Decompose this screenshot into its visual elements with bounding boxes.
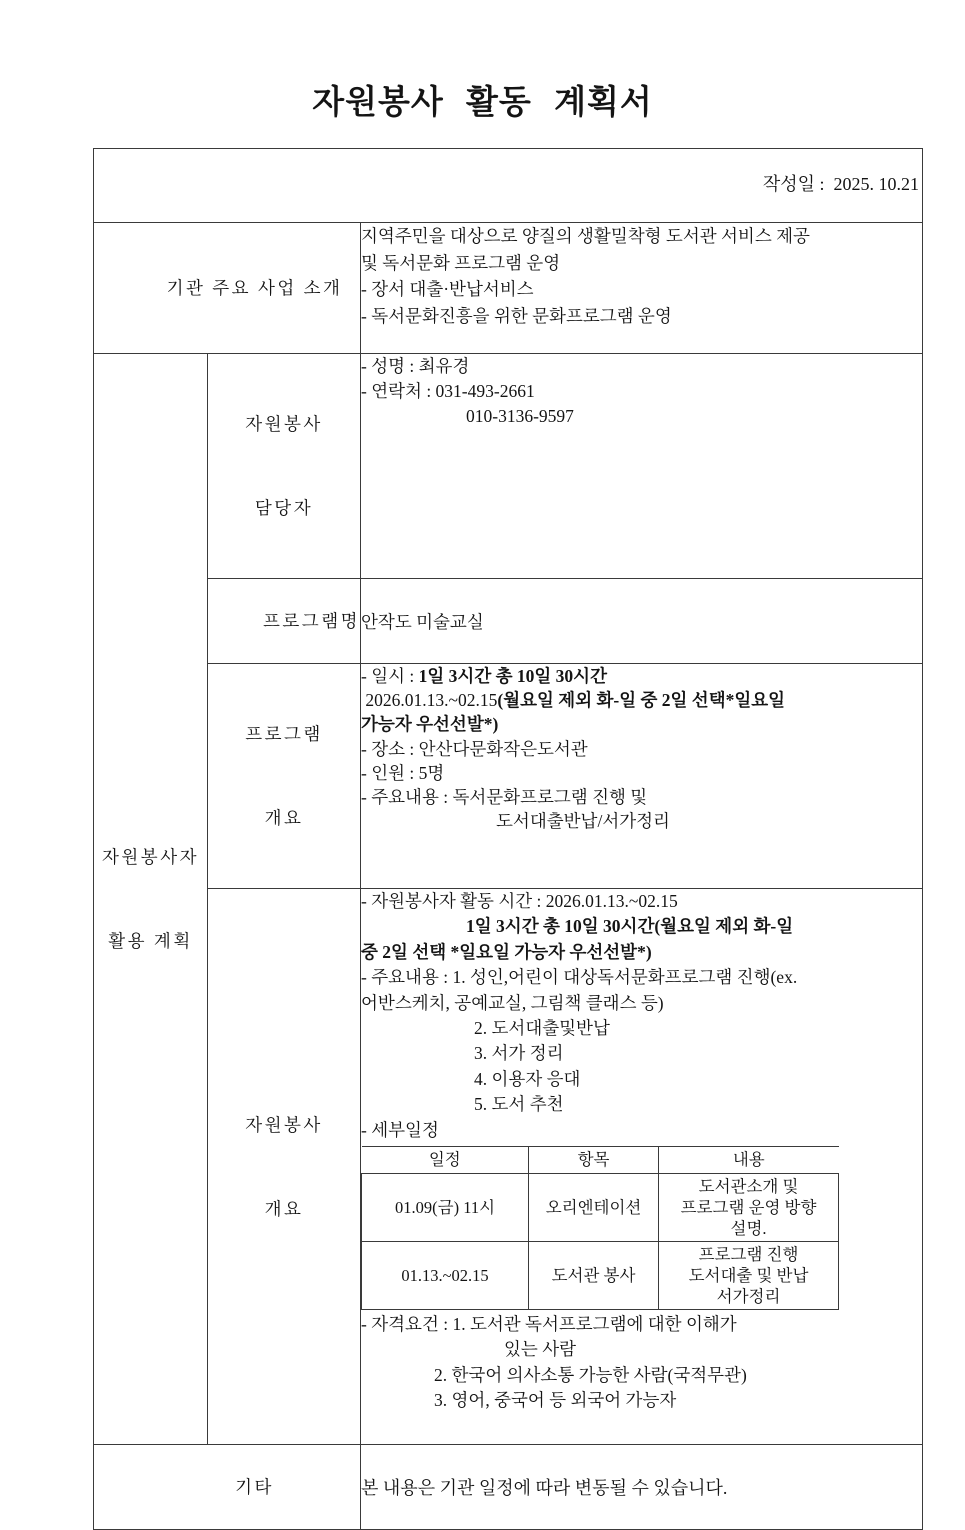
org-intro-content xyxy=(361,223,923,354)
qualification-line-1: - 자격요건 : 1. 도서관 독서프로그램에 대한 이해가 xyxy=(361,1314,737,1335)
qualification-line-4: 3. 영어, 중국어 등 외국어 가능자 xyxy=(434,1390,677,1411)
document-title: 자원봉사 활동 계획서 xyxy=(312,85,653,121)
volunteer-line-6: 2. 도서대출및반납 xyxy=(474,1018,610,1039)
schedule-header-desc: 내용 xyxy=(659,1147,839,1174)
schedule-row xyxy=(362,1242,839,1310)
volunteer-line-5: 어반스케치, 공예교실, 그림책 클래스 등) xyxy=(361,992,664,1013)
schedule-header-row xyxy=(362,1147,839,1174)
program-overview-content xyxy=(361,664,923,889)
schedule-table xyxy=(361,1146,839,1310)
volunteer-line-10: - 세부일정 xyxy=(361,1119,439,1140)
manager-row xyxy=(94,354,923,579)
volunteer-overview-label: 자원봉사 개요 xyxy=(208,889,361,1445)
program-name-label: 프로그램명 xyxy=(208,579,361,664)
volunteer-line-4: - 주요내용 : 1. 성인,어린이 대상독서문화프로그램 진행(ex. xyxy=(361,967,798,988)
manager-name-line: - 성명 : 최유경 xyxy=(361,356,470,376)
program-name-value: 안작도 미술교실 xyxy=(361,579,923,664)
etc-content: 본 내용은 기관 일정에 따라 변동될 수 있습니다. xyxy=(361,1445,923,1530)
manager-contact-line-2: 010-3136-9597 xyxy=(466,406,574,426)
schedule-row xyxy=(362,1174,839,1242)
org-intro-label: 기관 주요 사업 소개 xyxy=(94,223,361,354)
volunteer-overview-content xyxy=(361,889,923,1445)
program-name-row xyxy=(94,579,923,664)
overview-line-6: - 주요내용 : 독서문화프로그램 진행 및 xyxy=(361,787,648,808)
schedule-header-item: 항목 xyxy=(529,1147,659,1174)
schedule-item: 오리엔테이션 xyxy=(529,1174,659,1242)
qualification-line-2: 있는 사람 xyxy=(504,1339,577,1360)
volunteer-line-2: 1일 3시간 총 10일 30시간(월요일 제외 화-일 xyxy=(466,916,794,937)
etc-label: 기타 xyxy=(94,1445,361,1530)
overview-line-5: - 인원 : 5명 xyxy=(361,762,445,783)
schedule-item: 도서관 봉사 xyxy=(529,1242,659,1310)
volunteer-line-7: 3. 서가 정리 xyxy=(474,1043,564,1064)
overview-line-7: 도서대출반납/서가정리 xyxy=(496,811,670,832)
schedule-desc: 도서관소개 및 프로그램 운영 방향 설명. xyxy=(659,1174,839,1242)
org-intro-line-4: - 독서문화진흥을 위한 문화프로그램 운영 xyxy=(361,305,672,326)
manager-contact-line: - 연락처 : 031-493-2661 xyxy=(361,381,535,401)
volunteer-line-8: 4. 이용자 응대 xyxy=(474,1068,581,1089)
qualification-line-3: 2. 한국어 의사소통 가능한 사람(국적무관) xyxy=(434,1364,747,1385)
overview-line-4: - 장소 : 안산다문화작은도서관 xyxy=(361,738,588,759)
volunteer-overview-row xyxy=(94,889,923,1445)
volunteer-line-1: - 자원봉사자 활동 시간 : 2026.01.13.~02.15 xyxy=(361,891,678,911)
overview-line-1: - 일시 : 1일 3시간 총 10일 30시간 xyxy=(361,666,607,686)
org-intro-line-1: 지역주민을 대상으로 양질의 생활밀착형 도서관 서비스 제공 xyxy=(361,226,810,246)
date-line: 작성일 : 2025. 10.21 xyxy=(762,174,920,194)
manager-label: 자원봉사 담당자 xyxy=(208,354,361,579)
program-overview-row xyxy=(94,664,923,889)
org-intro-row xyxy=(94,223,923,354)
etc-row xyxy=(94,1445,923,1530)
manager-content xyxy=(361,354,923,579)
overview-line-2: 2026.01.13.~02.15(월요일 제외 화-일 중 2일 선택*일요일 xyxy=(361,690,786,711)
org-intro-line-3: - 장서 대출·반납서비스 xyxy=(361,279,534,299)
volunteer-line-3: 중 2일 선택 *일요일 가능자 우선선발*) xyxy=(361,941,652,962)
schedule-header-date: 일정 xyxy=(362,1147,529,1174)
schedule-desc: 프로그램 진행 도서대출 및 반납 서가정리 xyxy=(659,1242,839,1310)
program-overview-label: 프로그램 개요 xyxy=(208,664,361,889)
schedule-date: 01.09(금) 11시 xyxy=(362,1174,529,1242)
overview-line-3: 가능자 우선선발*) xyxy=(361,714,499,735)
date-cell xyxy=(94,149,923,223)
org-intro-line-2: 및 독서문화 프로그램 운영 xyxy=(361,252,561,273)
volunteer-line-9: 5. 도서 추천 xyxy=(474,1094,564,1115)
plan-section-label: 자원봉사자 활용 계획 xyxy=(94,354,208,1445)
date-row xyxy=(94,149,923,223)
schedule-date: 01.13.~02.15 xyxy=(362,1242,529,1310)
plan-table xyxy=(93,148,923,1530)
